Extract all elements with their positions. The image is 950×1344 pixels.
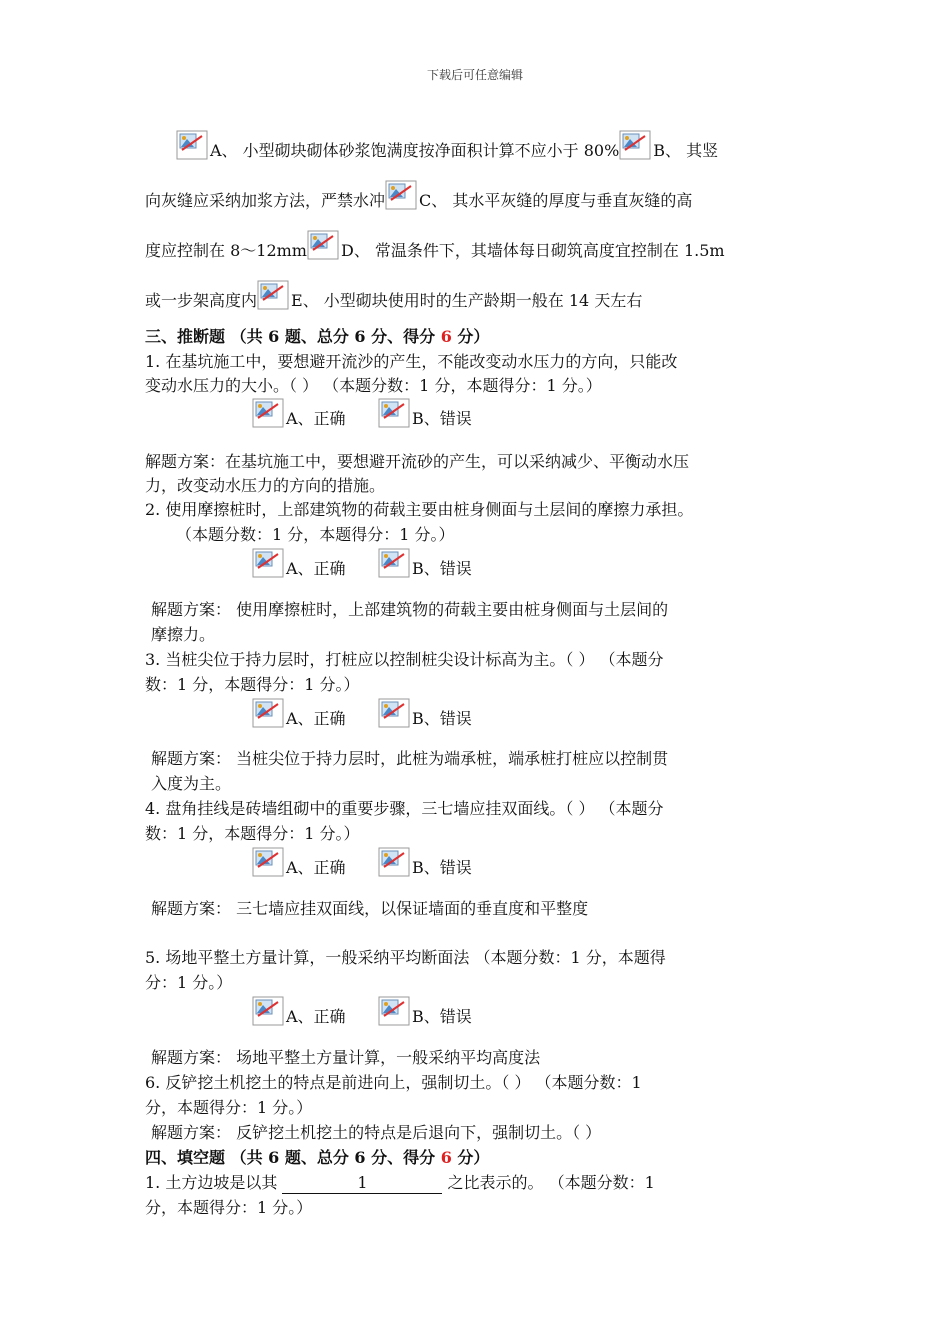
broken-image-icon [378, 847, 412, 879]
question-4-line-2: 数：1 分，本题得分：1 分。） [145, 824, 360, 843]
broken-image-icon [378, 398, 412, 430]
question-5-line-1: 5. 场地平整土方量计算，一般采纳平均断面法 （本题分数：1 分，本题得 [145, 948, 666, 967]
section-3-title: 三、推断题 （共 6 题、总分 6 分、得分 6 分） [145, 327, 490, 346]
option-a[interactable]: A、正确 [252, 698, 346, 731]
question-3-line-2: 数：1 分，本题得分：1 分。） [145, 675, 360, 694]
broken-image-icon [378, 996, 412, 1028]
broken-image-icon [378, 548, 412, 580]
broken-image-icon [619, 130, 653, 162]
question-1-line-2: 变动水压力的大小。（ ） （本题分数：1 分，本题得分：1 分。） [145, 376, 602, 395]
option-b[interactable]: B、错误 [378, 996, 472, 1029]
question-4-answer-1: 解题方案： 三七墙应挂双面线，以保证墙面的垂直度和平整度 [151, 899, 589, 918]
broken-image-icon [252, 996, 286, 1028]
option-a[interactable]: A、正确 [252, 847, 346, 880]
fill-question-1-line-2: 分，本题得分：1 分。） [145, 1198, 313, 1217]
question-3-answer-1: 解题方案： 当桩尖位于持力层时，此桩为端承桩，端承桩打桩应以控制贯 [151, 749, 669, 768]
broken-image-icon [307, 230, 341, 262]
question-1-line-1: 1. 在基坑施工中，要想避开流沙的产生，不能改变动水压力的方向，只能改 [145, 352, 678, 371]
question-6-line-1: 6. 反铲挖土机挖土的特点是前进向上，强制切土。（ ） （本题分数：1 [145, 1073, 642, 1092]
question-5-line-2: 分：1 分。） [145, 973, 233, 992]
broken-image-icon [252, 847, 286, 879]
section-4-title: 四、填空题 （共 6 题、总分 6 分、得分 6 分） [145, 1148, 490, 1167]
option-b[interactable]: B、错误 [378, 847, 472, 880]
broken-image-icon [378, 698, 412, 730]
page-header: 下载后可任意编辑 [426, 68, 523, 82]
option-a[interactable]: A、正确 [252, 548, 346, 581]
intro-line-1: A、 小型砌块砌体砂浆饱满度按净面积计算不应小于 80% B、 其竖 [176, 130, 718, 163]
intro-line-3: 度应控制在 8～12mm D、 常温条件下，其墙体每日砌筑高度宜控制在 1.5m [145, 230, 725, 263]
broken-image-icon [176, 130, 210, 162]
question-2-answer-2: 摩擦力。 [151, 625, 216, 644]
broken-image-icon [252, 698, 286, 730]
broken-image-icon [252, 548, 286, 580]
fill-question-1-line-1: 1. 土方边坡是以其 1 之比表示的。 （本题分数：1 [145, 1173, 655, 1192]
option-b[interactable]: B、错误 [378, 698, 472, 731]
section-3-score: 6 [440, 327, 452, 346]
intro-line-2: 向灰缝应采纳加浆方法，严禁水冲 C、 其水平灰缝的厚度与垂直灰缝的高 [145, 180, 692, 213]
question-6-line-2: 分，本题得分：1 分。） [145, 1098, 313, 1117]
broken-image-icon [257, 280, 291, 312]
question-3-line-1: 3. 当桩尖位于持力层时，打桩应以控制桩尖设计标高为主。（ ） （本题分 [145, 650, 664, 669]
question-3-answer-2: 入度为主。 [151, 774, 232, 793]
option-a[interactable]: A、正确 [252, 398, 346, 431]
question-6-answer-1: 解题方案： 反铲挖土机挖土的特点是后退向下，强制切土。（ ） [151, 1123, 602, 1142]
section-4-score: 6 [440, 1148, 452, 1167]
question-1-answer-2: 力，改变动水压力的方向的措施。 [145, 476, 386, 495]
option-a[interactable]: A、正确 [252, 996, 346, 1029]
broken-image-icon [385, 180, 419, 212]
question-2-line-2: （本题分数：1 分，本题得分：1 分。） [176, 525, 455, 544]
option-b[interactable]: B、错误 [378, 548, 472, 581]
option-b[interactable]: B、错误 [378, 398, 472, 431]
fill-blank-answer[interactable]: 1 [282, 1173, 442, 1194]
question-2-answer-1: 解题方案： 使用摩擦桩时，上部建筑物的荷载主要由桩身侧面与土层间的 [151, 600, 669, 619]
question-1-answer-1: 解题方案：在基坑施工中，要想避开流砂的产生，可以采纳减少、平衡动水压 [145, 452, 690, 471]
broken-image-icon [252, 398, 286, 430]
question-4-line-1: 4. 盘角挂线是砖墙组砌中的重要步骤，三七墙应挂双面线。（ ） （本题分 [145, 799, 664, 818]
question-5-answer-1: 解题方案： 场地平整土方量计算，一般采纳平均高度法 [151, 1048, 541, 1067]
intro-line-4: 或一步架高度内 E、 小型砌块使用时的生产龄期一般在 14 天左右 [145, 280, 642, 313]
question-2-line-1: 2. 使用摩擦桩时，上部建筑物的荷载主要由桩身侧面与土层间的摩擦力承担。 [145, 500, 694, 519]
